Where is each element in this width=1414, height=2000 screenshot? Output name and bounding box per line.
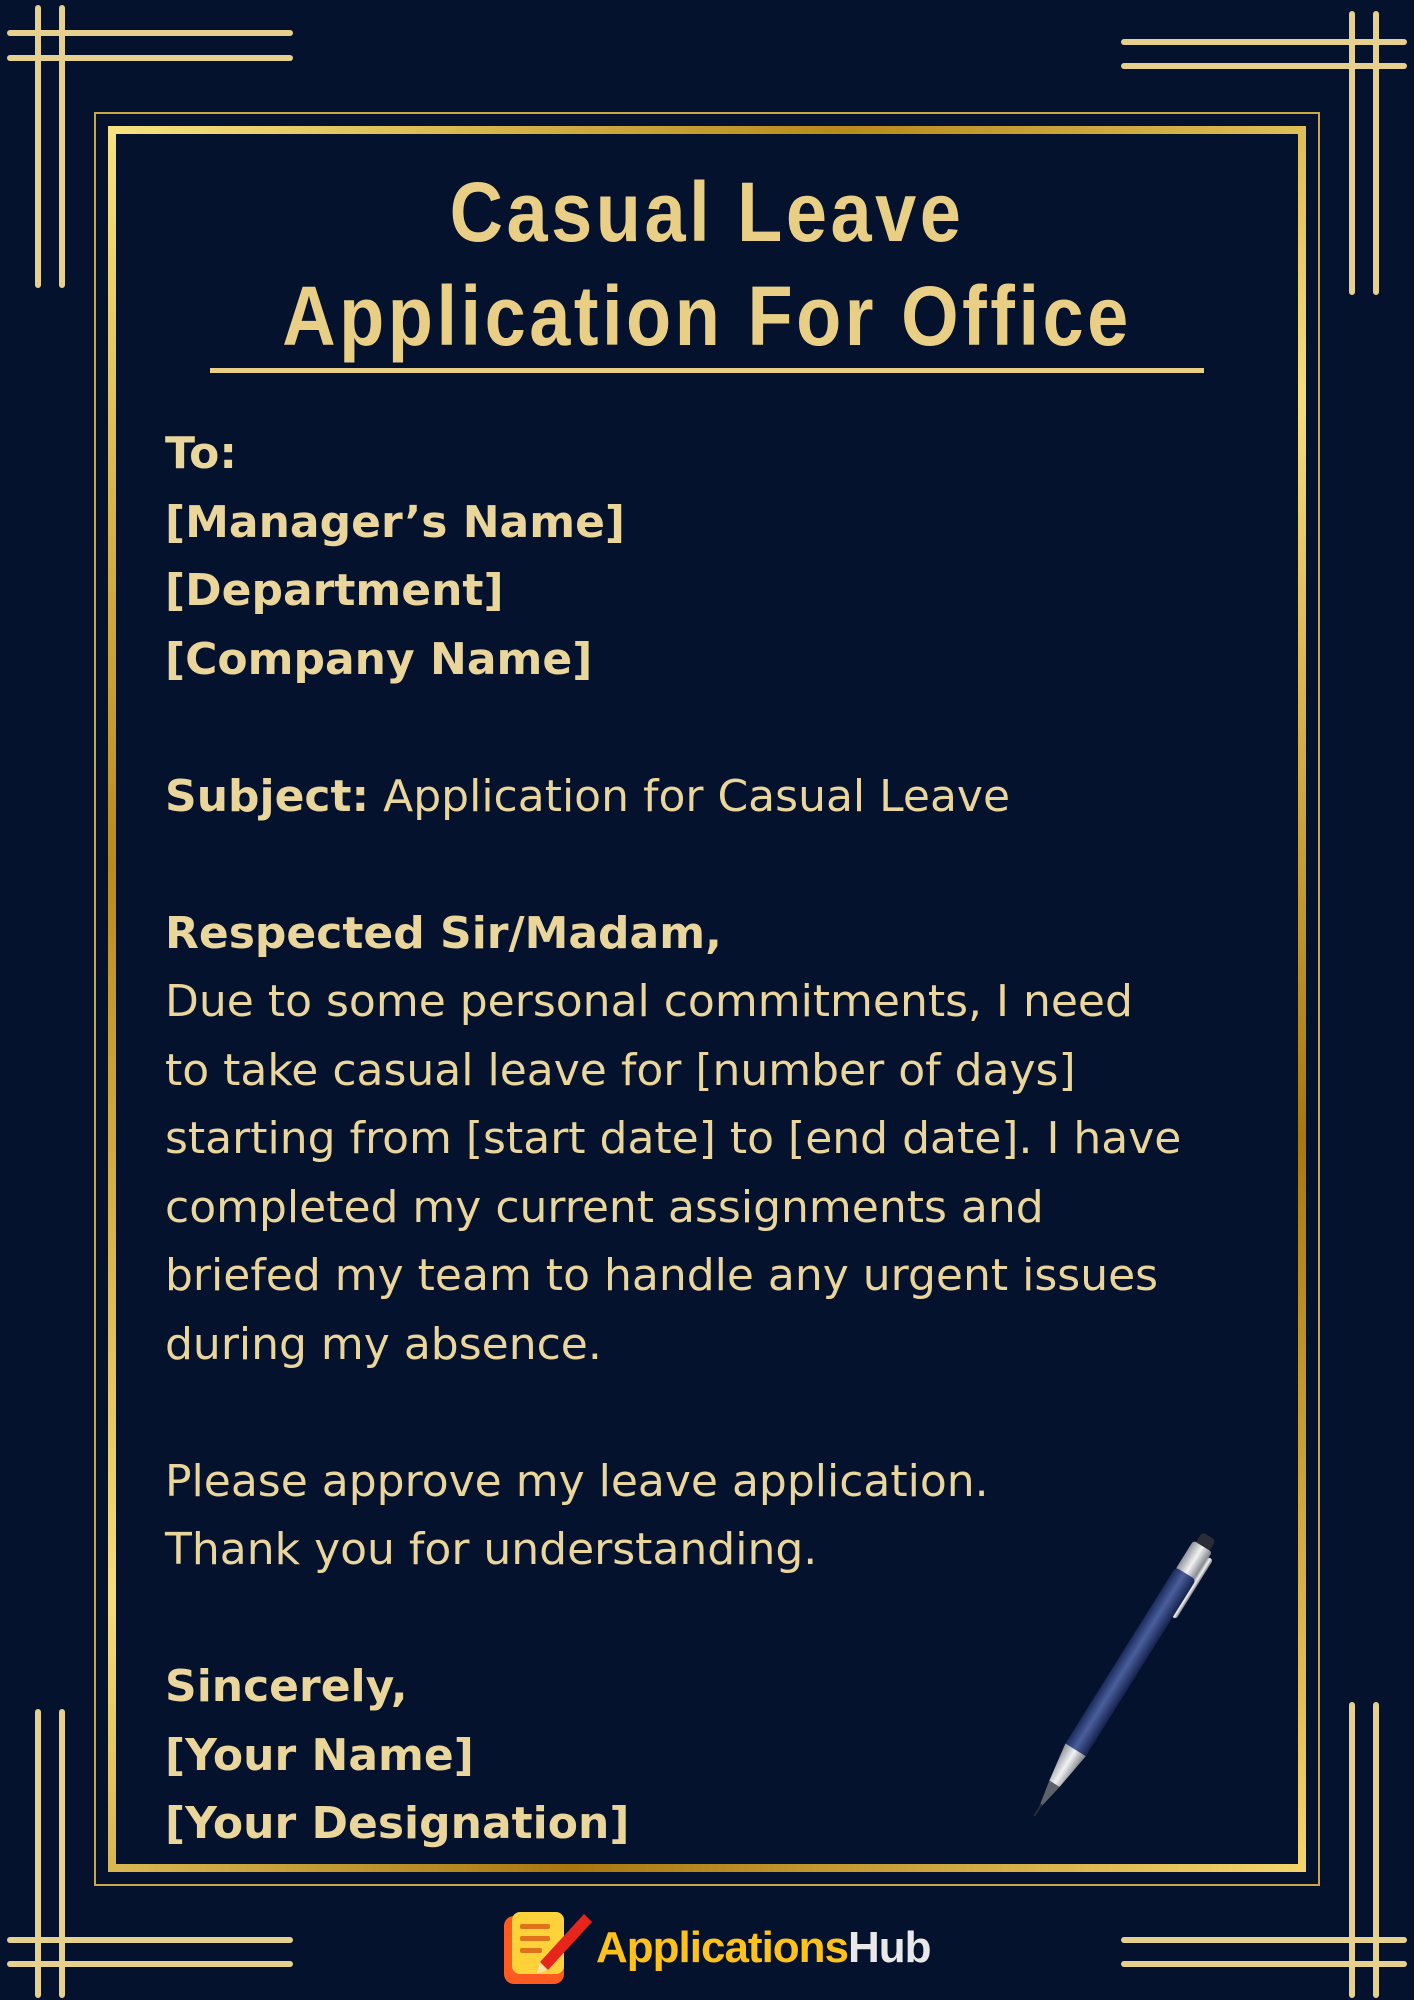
- subject-line: [165, 763, 1265, 832]
- body-line: starting from [start date] to [end date]. I have: [165, 1113, 1182, 1164]
- subject-label: Subject:: [165, 770, 370, 822]
- body-line: Due to some personal commitments, I need: [165, 976, 1133, 1027]
- document-title: [85, 160, 1329, 368]
- applications-hub-logo-icon: [500, 1906, 596, 1990]
- closing-line: Please approve my leave application.: [165, 1455, 989, 1507]
- body-line: during my absence.: [165, 1318, 602, 1370]
- brand-name: [596, 1923, 931, 1973]
- brand-part-2: Hub: [848, 1923, 931, 1972]
- greeting: Respected Sir/Madam,: [165, 907, 722, 959]
- department: [Department]: [165, 565, 504, 616]
- company-name: [Company Name]: [165, 633, 593, 685]
- to-label: To:: [165, 428, 237, 479]
- closing-line: Thank you for understanding.: [165, 1524, 818, 1575]
- body-line: completed my current assignments and: [165, 1181, 1044, 1233]
- pen-icon: [1010, 1505, 1230, 1845]
- brand-logo: [500, 1906, 931, 1990]
- body-line: to take casual leave for [number of days]: [165, 1044, 1076, 1096]
- body-line: briefed my team to handle any urgent issues: [165, 1250, 1159, 1301]
- title-line-2: Application For Office: [282, 269, 1132, 363]
- title-underline: [210, 368, 1204, 373]
- brand-part-1: Applications: [596, 1923, 849, 1972]
- spacer: [165, 1379, 1265, 1448]
- your-name: [Your Name]: [165, 1729, 474, 1781]
- your-designation: [Your Designation]: [165, 1798, 630, 1849]
- sign-off: Sincerely,: [165, 1661, 408, 1712]
- title-line-1: Casual Leave: [449, 165, 965, 259]
- spacer: [165, 694, 1265, 763]
- subject-text: Application for Casual Leave: [369, 770, 1011, 822]
- manager-name: [Manager’s Name]: [165, 496, 626, 548]
- spacer: [165, 831, 1265, 900]
